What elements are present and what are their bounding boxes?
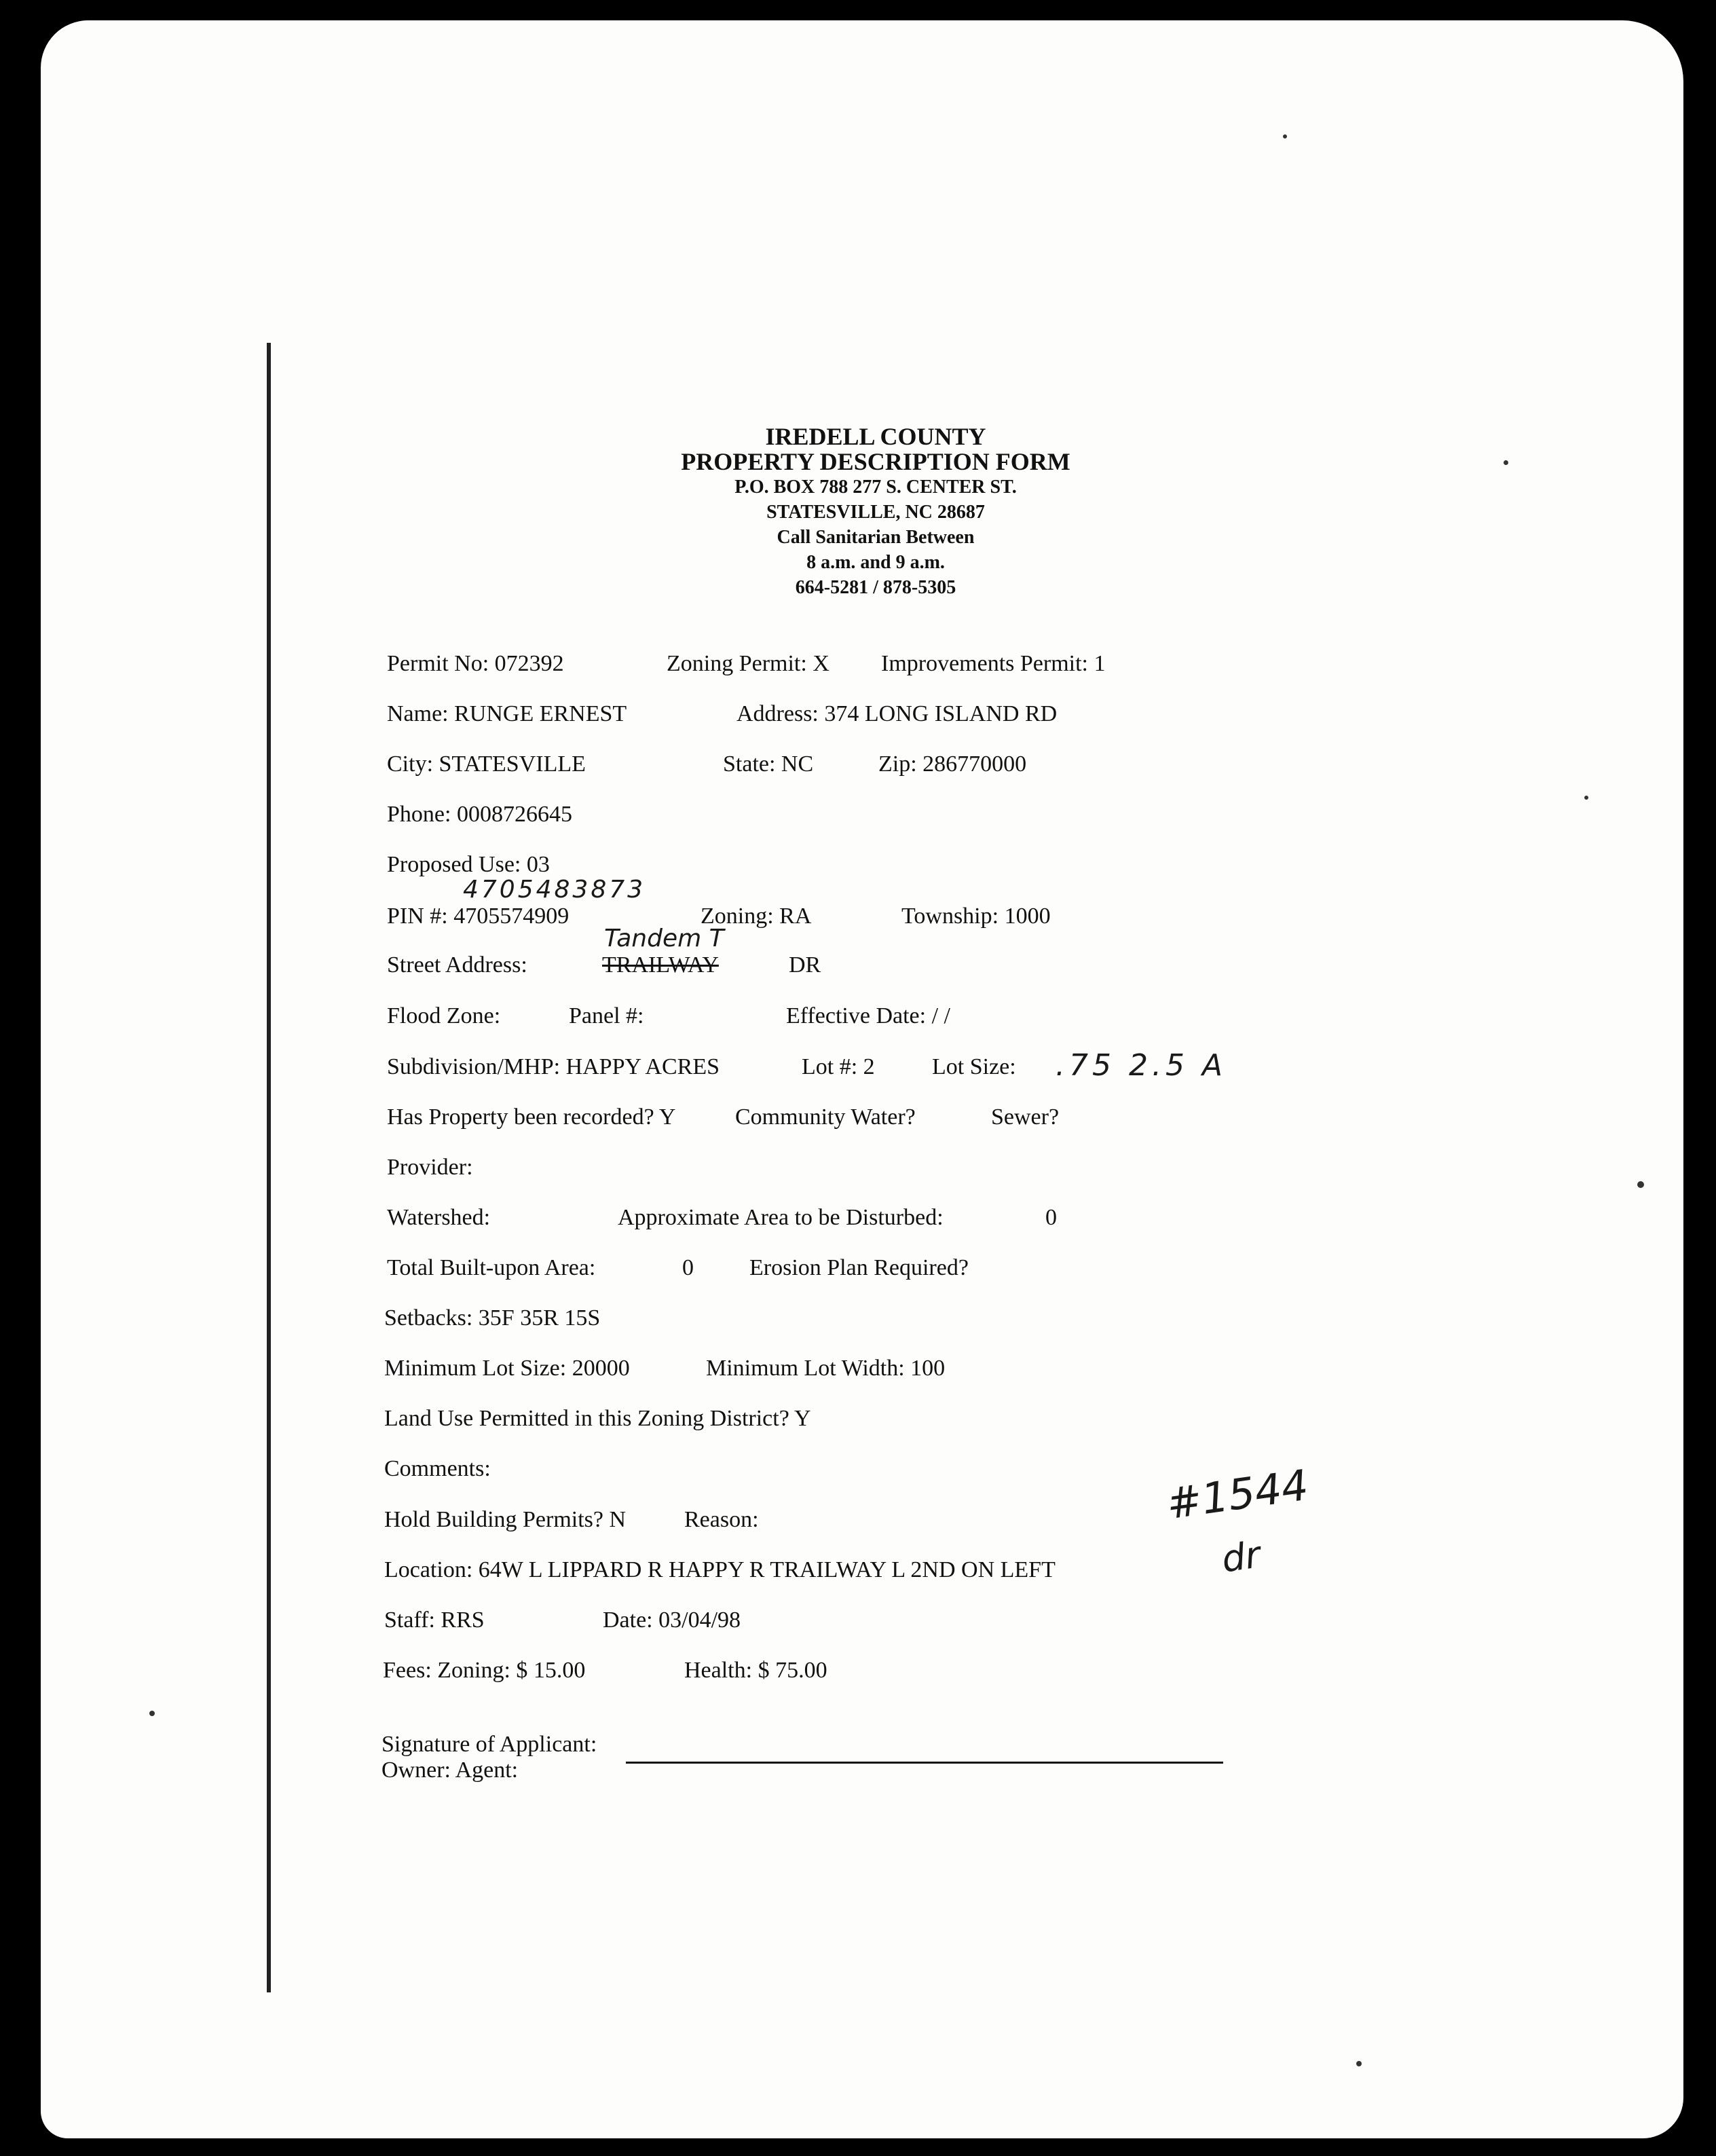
form-header (611, 424, 1140, 600)
subdivision: Subdivision/MHP: HAPPY ACRES (387, 1054, 720, 1079)
handwritten-file-number: #1544 (1163, 1460, 1311, 1529)
erosion-plan: Erosion Plan Required? (749, 1255, 969, 1280)
comments: Comments: (384, 1456, 491, 1481)
applicant-address: Address: 374 LONG ISLAND RD (736, 701, 1058, 726)
pin-number: PIN #: 4705574909 (387, 904, 570, 929)
applicant-city: City: STATESVILLE (387, 751, 586, 777)
community-water: Community Water? (735, 1104, 916, 1130)
lot-number: Lot #: 2 (802, 1054, 875, 1079)
flood-zone: Flood Zone: (387, 1003, 501, 1028)
street-name-struck: TRAILWAY (602, 952, 719, 978)
hold-building-permits: Hold Building Permits? N (384, 1507, 627, 1532)
street-suffix: DR (789, 952, 821, 978)
township: Township: 1000 (901, 904, 1051, 929)
left-margin-rule (267, 343, 271, 1992)
location-directions: Location: 64W L LIPPARD R HAPPY R TRAILWAY L 2ND ON LEFT (384, 1557, 1056, 1582)
fees-zoning: Fees: Zoning: $ 15.00 (383, 1658, 586, 1683)
handwritten-pin-correction: 4705483873 (463, 876, 646, 904)
property-recorded: Has Property been recorded? Y (387, 1104, 676, 1130)
applicant-name: Name: RUNGE ERNEST (387, 701, 627, 726)
header-city: STATESVILLE, NC 28687 (766, 502, 985, 523)
handwritten-initials: dr (1218, 1533, 1263, 1581)
form-date: Date: 03/04/98 (603, 1607, 741, 1633)
sewer: Sewer? (991, 1104, 1060, 1130)
provider: Provider: (387, 1155, 473, 1180)
handwritten-lot-size: .75 2.5 A (1056, 1048, 1227, 1083)
built-upon-label: Total Built-upon Area: (387, 1255, 596, 1280)
header-phones: 664-5281 / 878-5305 (795, 577, 956, 598)
header-address: P.O. BOX 788 277 S. CENTER ST. (734, 477, 1017, 498)
scan-speck (149, 1711, 155, 1716)
setbacks: Setbacks: 35F 35R 15S (384, 1305, 601, 1331)
proposed-use: Proposed Use: 03 (387, 852, 550, 877)
minimum-lot-size: Minimum Lot Size: 20000 (384, 1356, 630, 1381)
signature-line (626, 1762, 1223, 1764)
form-title: PROPERTY DESCRIPTION FORM (681, 448, 1070, 475)
applicant-zip: Zip: 286770000 (878, 751, 1027, 777)
header-call-note: Call Sanitarian Between (777, 527, 975, 548)
built-upon-value: 0 (682, 1255, 694, 1280)
applicant-phone: Phone: 0008726645 (387, 802, 572, 827)
county-title: IREDELL COUNTY (765, 423, 986, 450)
signature-label: Signature of Applicant: (381, 1732, 597, 1757)
panel-number: Panel #: (569, 1003, 644, 1028)
zoning-permit: Zoning Permit: X (667, 651, 829, 676)
fees-health: Health: $ 75.00 (684, 1658, 827, 1683)
scan-speck (1283, 134, 1287, 138)
effective-date: Effective Date: / / (786, 1003, 950, 1028)
land-use-permitted: Land Use Permitted in this Zoning District? Y (384, 1406, 811, 1431)
reason: Reason: (684, 1507, 759, 1532)
watershed: Watershed: (387, 1205, 491, 1230)
scan-speck (1504, 460, 1508, 465)
area-disturbed-label: Approximate Area to be Disturbed: (618, 1205, 944, 1230)
lot-size-label: Lot Size: (932, 1054, 1016, 1079)
header-hours: 8 a.m. and 9 a.m. (806, 552, 945, 573)
scan-speck (1584, 796, 1588, 800)
permit-number: Permit No: 072392 (387, 651, 564, 676)
street-address-label: Street Address: (387, 952, 527, 978)
improvements-permit: Improvements Permit: 1 (881, 651, 1106, 676)
zoning-district: Zoning: RA (701, 904, 812, 929)
staff: Staff: RRS (384, 1607, 485, 1633)
applicant-state: State: NC (723, 751, 814, 777)
scan-speck (1637, 1181, 1644, 1188)
scan-speck (1356, 2061, 1362, 2066)
owner-agent: Owner: Agent: (381, 1758, 519, 1783)
area-disturbed-value: 0 (1045, 1205, 1057, 1230)
minimum-lot-width: Minimum Lot Width: 100 (706, 1356, 946, 1381)
handwritten-street-correction: Tandem T (604, 925, 724, 952)
